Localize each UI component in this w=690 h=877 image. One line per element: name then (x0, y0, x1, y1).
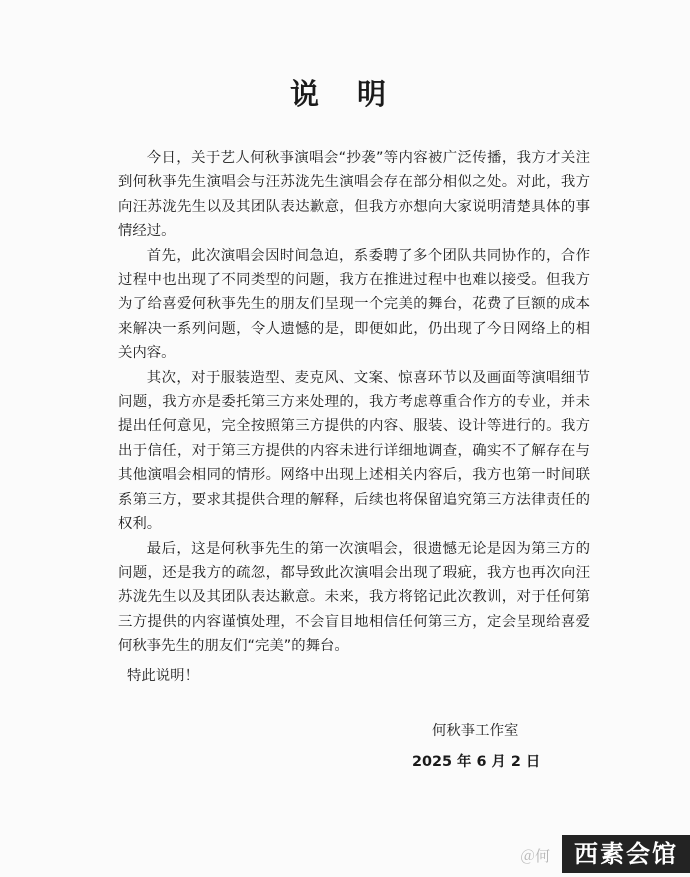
paragraph-intro: 今日，关于艺人何秋亊演唱会“抄袭”等内容被广泛传播，我方才关注到何秋亊先生演唱会与汪苏泷先生演唱会存在部分相似之处。对此，我方向汪苏泷先生以及其团队表达歉意，但我方亦想向大家说明清楚具体的事情经过。 (118, 150, 590, 240)
statement-body (118, 146, 590, 659)
site-logo-watermark: 西素会馆 (562, 835, 690, 873)
signature: 何秋亊工作室 (432, 723, 519, 739)
closing-line: 特此说明！ (127, 668, 199, 684)
watermark (520, 835, 690, 877)
page-title: 说 明 (289, 77, 401, 111)
weibo-watermark: ＠何 (520, 847, 551, 865)
paragraph-final: 最后，这是何秋亊先生的第一次演唱会，很遗憾无论是因为第三方的问题，还是我方的疏忽，都导致此次演唱会出现了瑕疵，我方也再次向汪苏泷先生以及其团队表达歉意。未来，我方将铭记此次教训，对于任何第三方提供的内容谨慎处理，不会盲目地相信任何第三方，定会呈现给喜爱何秋亊先生的朋友们“完美”的舞台。 (118, 540, 590, 655)
paragraph-second: 其次，对于服装造型、麦克风、文案、惊喜环节以及画面等演唱细节问题，我方亦是委托第三方来处理的，我方考虑尊重合作方的专业，并未提出任何意见，完全按照第三方提供的内容、服装、设计等进行的。我方出于信任，对于第三方提供的内容未进行详细地调查，确实不了解存在与其他演唱会相同的情形。网络中出现上述相关内容后，我方也第一时间联系第三方，要求其提供合理的解释，后续也将保留追究第三方法律责任的权利。 (118, 369, 590, 533)
statement-date: 2025 年 6 月 2 日 (412, 754, 541, 770)
paragraph-first: 首先，此次演唱会因时间急迫，系委聘了多个团队共同协作的，合作过程中也出现了不同类型的问题，我方在推进过程中也难以接受。但我方为了给喜爱何秋亊先生的朋友们呈现一个完美的舞台，花费了巨额的成本来解决一系列问题，令人遗憾的是，即便如此，仍出现了今日网络上的相关内容。 (118, 247, 590, 362)
